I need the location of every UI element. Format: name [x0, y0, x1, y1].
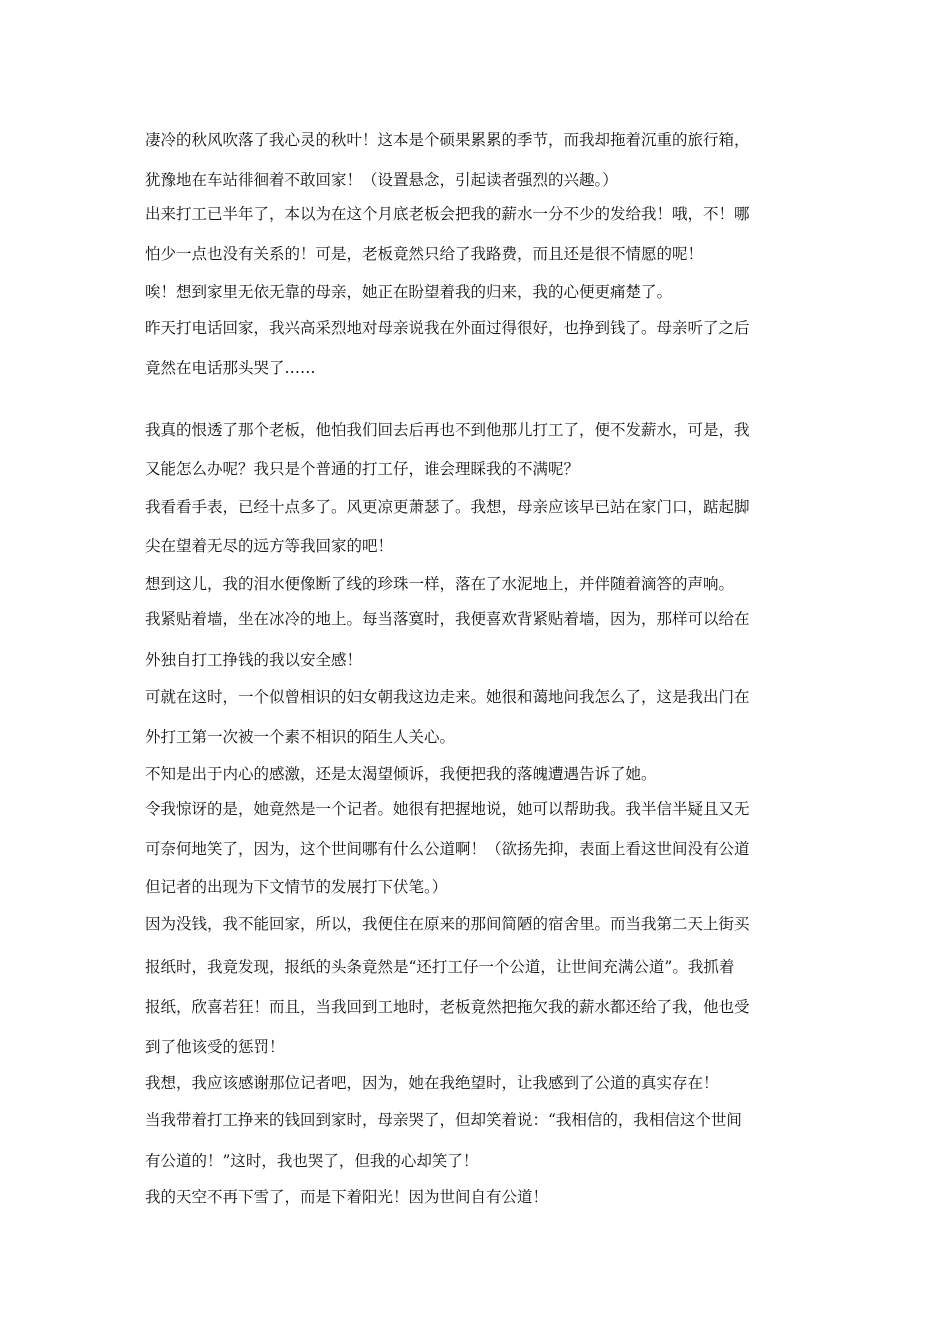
- text-line: 有公道的！”这时，我也哭了，但我的心却笑了！: [145, 1152, 479, 1170]
- text-line: 我的天空不再下雪了，而是下着阳光！因为世间自有公道！: [145, 1188, 549, 1206]
- text-line: 又能怎么办呢？我只是个普通的打工仔，谁会理睬我的不满呢？: [145, 460, 580, 478]
- text-line: 昨天打电话回家，我兴高采烈地对母亲说我在外面过得很好，也挣到钱了。母亲听了之后: [145, 319, 750, 337]
- text-line: 想到这儿，我的泪水便像断了线的珍珠一样，落在了水泥地上，并伴随着滴答的声响。: [145, 575, 735, 593]
- text-line: 外打工第一次被一个素不相识的陌生人关心。: [145, 728, 456, 746]
- text-line: 到了他该受的惩罚！: [145, 1038, 285, 1056]
- text-line: 令我惊讶的是，她竟然是一个记者。她很有把握地说，她可以帮助我。我半信半疑且又无: [145, 800, 750, 818]
- text-line: 但记者的出现为下文情节的发展打下伏笔。）: [145, 878, 448, 896]
- text-line: 犹豫地在车站徘徊着不敢回家！（设置悬念，引起读者强烈的兴趣。）: [145, 171, 618, 189]
- text-line: 报纸，欣喜若狂！而且，当我回到工地时，老板竟然把拖欠我的薪水都还给了我，他也受: [145, 998, 750, 1016]
- text-line: 唉！想到家里无依无靠的母亲，她正在盼望着我的归来，我的心便更痛楚了。: [145, 283, 673, 301]
- text-line: 我想，我应该感谢那位记者吧，因为，她在我绝望时，让我感到了公道的真实存在！: [145, 1074, 719, 1092]
- text-line: 我看看手表，已经十点多了。风更凉更萧瑟了。我想，母亲应该早已站在家门口，踮起脚: [145, 498, 750, 516]
- text-line: 因为没钱，我不能回家，所以，我便住在原来的那间简陋的宿舍里。而当我第二天上街买: [145, 915, 750, 933]
- text-line: 报纸时，我竟发现，报纸的头条竟然是“还打工仔一个公道，让世间充满公道”。我抓着: [145, 958, 735, 976]
- text-line: 怕少一点也没有关系的！可是，老板竟然只给了我路费，而且还是很不情愿的呢！: [145, 245, 704, 263]
- text-line: 出来打工已半年了，本以为在这个月底老板会把我的薪水一分不少的发给我！哦，不！哪: [145, 205, 750, 223]
- text-line: 外独自打工挣钱的我以安全感！: [145, 651, 363, 669]
- text-line: 可就在这时，一个似曾相识的妇女朝我这边走来。她很和蔼地问我怎么了，这是我出门在: [145, 688, 750, 706]
- text-line: 尖在望着无尽的远方等我回家的吧！: [145, 537, 394, 555]
- text-line: 我紧贴着墙，坐在冰冷的地上。每当落寞时，我便喜欢背紧贴着墙，因为，那样可以给在: [145, 610, 750, 628]
- text-line: 凄冷的秋风吹落了我心灵的秋叶！这本是个硕果累累的季节，而我却拖着沉重的旅行箱，: [145, 131, 750, 149]
- text-line: 我真的恨透了那个老板，他怕我们回去后再也不到他那儿打工了，便不发薪水，可是，我: [145, 421, 750, 439]
- text-line: 可奈何地笑了，因为，这个世间哪有什么公道啊！（欲扬先抑，表面上看这世间没有公道: [145, 840, 750, 858]
- text-line: 竟然在电话那头哭了……: [145, 359, 316, 377]
- text-line: 当我带着打工挣来的钱回到家时，母亲哭了，但却笑着说：“我相信的，我相信这个世间: [145, 1111, 742, 1129]
- text-line: 不知是出于内心的感激，还是太渴望倾诉，我便把我的落魄遭遇告诉了她。: [145, 765, 657, 783]
